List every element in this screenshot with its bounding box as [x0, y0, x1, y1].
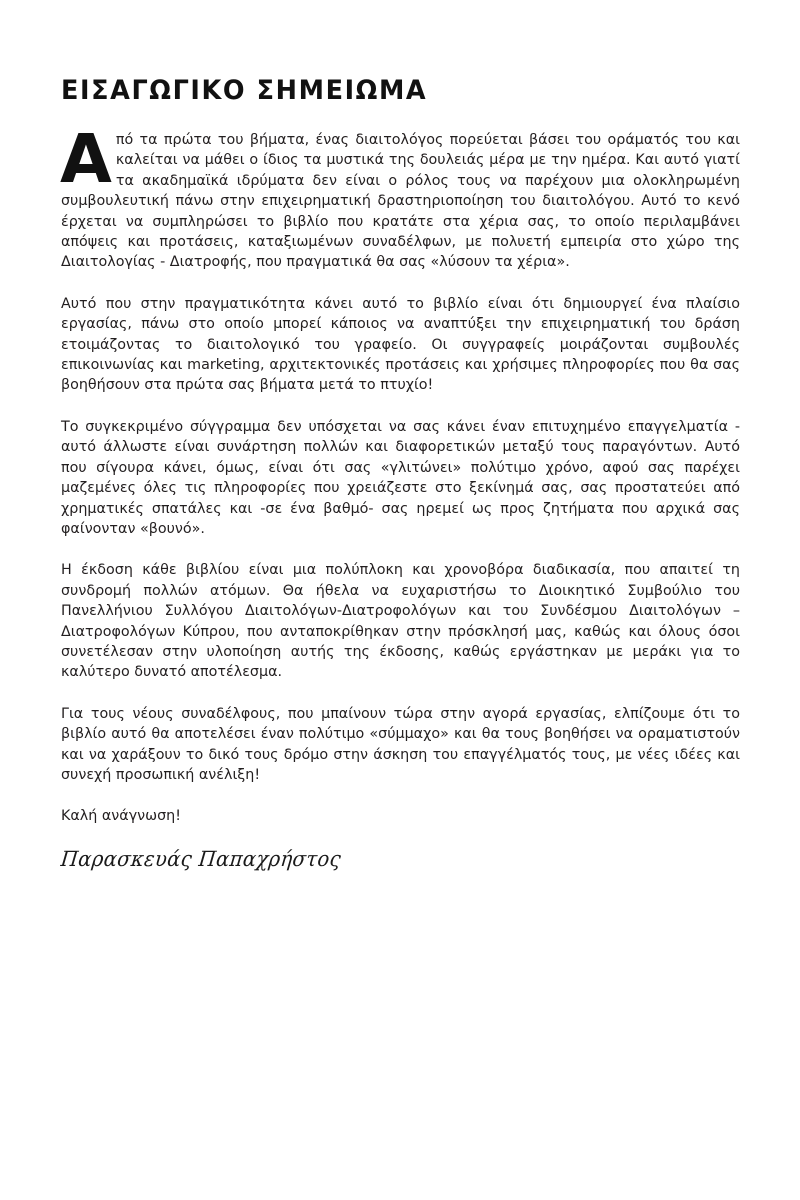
paragraph-2: Αυτό που στην πραγματικότητα κάνει αυτό το βιβλίο είναι ότι δημιουργεί ένα πλαίσιο εργασίας, πάνω στο οποίο μπορεί κάποιος να αναπτύξει την επιχειρηματική του δράση ετοιμάζοντας το διαιτολογικό του γραφείο. Οι συγγραφείς μοιράζονται συμβουλές επικοινωνίας και marketing, αρχιτεκτονικές προτάσεις και χρήσιμες πληροφορίες που θα σας βοηθήσουν στα πρώτα σας βήματα μετά το πτυχίο!: [61, 295, 740, 394]
signature: Παρασκευάς Παπαχρήστος: [59, 846, 343, 871]
paragraph-1: [60, 120, 740, 273]
paragraph-5: Για τους νέους συναδέλφους, που μπαίνουν τώρα στην αγορά εργασίας, ελπίζουμε ότι το βιβλίο αυτό θα αποτελέσει έναν πολύτιμο «σύμμαχο» και θα τους βοηθήσει να οραματιστούν και να χαράξουν το δικό τους δρόμο στην άσκηση του επαγγέλματός τους, με νέες ιδέες και συνεχή προσωπική ανέλιξη!: [61, 705, 740, 783]
page-content: [61, 76, 740, 871]
paragraph-4: Η έκδοση κάθε βιβλίου είναι μια πολύπλοκη και χρονοβόρα διαδικασία, που απαιτεί τη συνδρομή πολλών ατόμων. Θα ήθελα να ευχαριστήσω το Διοικητικό Συμβούλιο του Πανελλήνιου Συλλόγου Διαιτολόγων-Διατροφολόγων και του Συνδέσμου Διαιτολόγων – Διατροφολόγων Κύπρου, που ανταποκρίθηκαν στην πρόσκλησή μας, καθώς και όλους όσοι συνετέλεσαν στην υλοποίηση αυτής της έκδοσης, καθώς εργάστηκαν με μεράκι για το καλύτερο δυνατό αποτέλεσμα.: [61, 562, 740, 681]
drop-cap: Α: [60, 120, 112, 198]
paragraph-1-text: πό τα πρώτα του βήματα, ένας διαιτολόγος πορεύεται βάσει του οράματός του και καλείται να μάθει ο ίδιος τα μυστικά της δουλειάς μέρα με την ημέρα. Και αυτό γιατί τα ακαδημαϊκά ιδρύματα δεν είναι ο ρόλος τους να παρέχουν μια ολοκληρωμένη συμβουλευτική πάνω στην επιχειρηματική δραστηριοποίηση του διαιτολόγου. Αυτό το κενό έρχεται να συμπληρώσει το βιβλίο που κρατάτε στα χέρια σας, το οποίο περιλαμβάνει απόψεις και προτάσεις, καταξιωμένων συναδέλφων, με πολυετή εμπειρία στο χώρο της Διαιτολογίας - Διατροφής, που πραγματικά θα σας «λύσουν τα χέρια».: [61, 132, 740, 271]
paragraph-3: Το συγκεκριμένο σύγγραμμα δεν υπόσχεται να σας κάνει έναν επιτυχημένο επαγγελματία - αυτό άλλωστε είναι συνάρτηση πολλών και διαφορετικών μεταξύ τους παραγόντων. Αυτό που σίγουρα κάνει, όμως, είναι ότι σας «γλιτώνει» πολύτιμο χρόνο, αφού σας παρέχει μαζεμένες όλες τις πληροφορίες που χρειάζεστε στο ξεκίνημά σας, σας προστατεύει από χρηματικές σπατάλες και -σε ένα βαθμό- σας ηρεμεί ως προς ζητήματα που αρχικά σας φαίνονταν «βουνό».: [61, 418, 740, 537]
page-title: ΕΙΣΑΓΩΓΙΚΟ ΣΗΜΕΙΩΜΑ: [61, 74, 428, 107]
closing-line: Καλή ανάγνωση!: [61, 808, 181, 825]
